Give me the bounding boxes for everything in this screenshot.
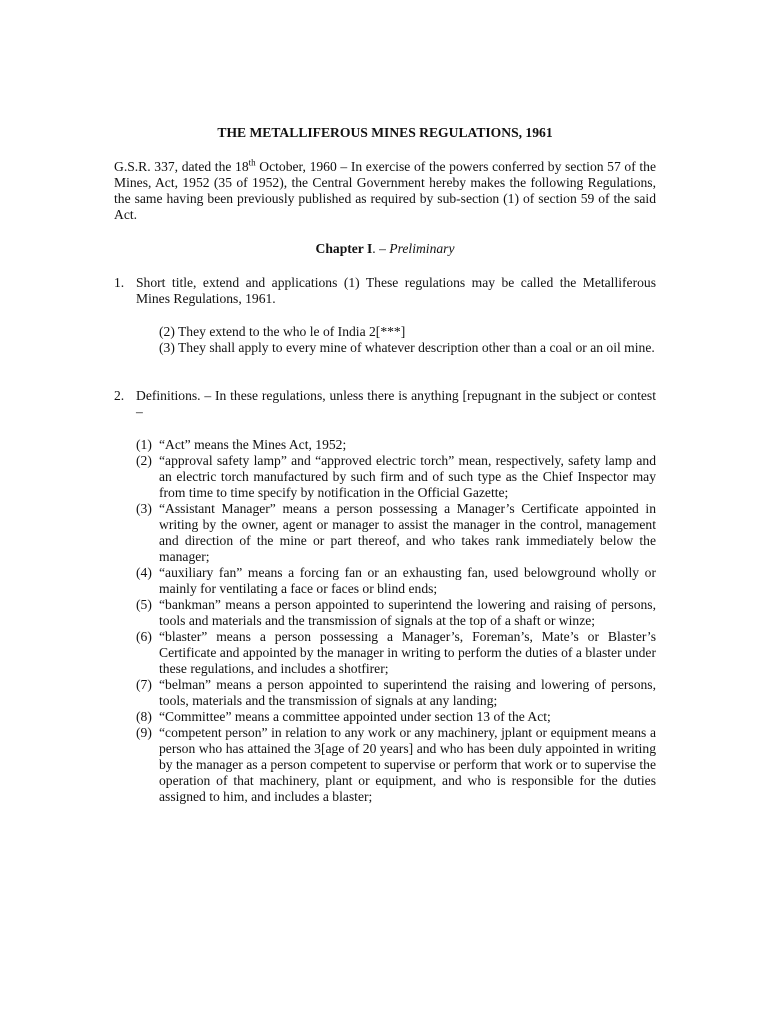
definition-number: (8) — [136, 709, 152, 724]
definition-item — [114, 597, 656, 629]
definition-text: “bankman” means a person appointed to superintend the lowering and raising of persons, tools and materials and the transmission of signals at the top of a shaft or winze; — [159, 597, 656, 628]
definitions-list — [114, 437, 656, 805]
definition-number: (1) — [136, 437, 152, 452]
definition-text: “Assistant Manager” means a person possessing a Manager’s Certificate appointed in writing by the owner, agent or manager to assist the manager in the control, management and direction of the mine or part thereof, and who takes rank immediately below the manager; — [159, 501, 656, 564]
intro-superscript: th — [248, 157, 256, 168]
section-1 — [114, 275, 656, 307]
section-number: 2. — [114, 388, 125, 403]
definition-number: (7) — [136, 677, 152, 692]
definition-number: (3) — [136, 501, 152, 516]
definition-number: (4) — [136, 565, 152, 580]
intro-paragraph — [114, 159, 656, 223]
chapter-separator: . – — [372, 241, 390, 256]
definition-item — [114, 437, 656, 453]
definition-number: (2) — [136, 453, 152, 468]
intro-text-start: G.S.R. 337, dated the 18 — [114, 159, 249, 174]
definition-item — [114, 565, 656, 597]
section-text: Short title, extend and applications (1) These regulations may be called the Metalliferous Mines Regulations, 1961. — [136, 275, 656, 306]
chapter-heading — [0, 241, 770, 257]
document-title: THE METALLIFEROUS MINES REGULATIONS, 1961 — [217, 125, 553, 140]
definition-text: “Act” means the Mines Act, 1952; — [159, 437, 347, 452]
definition-item — [114, 453, 656, 501]
section-2 — [114, 388, 656, 420]
definition-text: “competent person” in relation to any work or any machinery, jplant or equipment means a person who has attained the 3[age of 20 years] and who has been duly appointed in writing by the manager as a person competent to supervise or perform that work or to supervise the operation of that machinery, plant or equipment, and who is responsible for the duties assigned to him, and includes a blaster; — [159, 725, 656, 804]
definition-number: (6) — [136, 629, 152, 644]
section-number: 1. — [114, 275, 125, 290]
definition-item — [114, 677, 656, 709]
definition-text: “approval safety lamp” and “approved electric torch” mean, respectively, safety lamp and an electric torch manufactured by such firm and of such type as the Chief Inspector may from time to time specify by notification in the Official Gazette; — [159, 453, 656, 500]
definition-text: “blaster” means a person possessing a Manager’s, Foreman’s, Mate’s or Blaster’s Certificate and appointed by the manager in writing to perform the duties of a blaster under these regulations, and includes a shotfirer; — [159, 629, 656, 676]
definition-item — [114, 725, 656, 805]
definition-item — [114, 629, 656, 677]
chapter-label: Chapter I — [315, 241, 373, 256]
definition-item — [114, 709, 656, 725]
definition-number: (9) — [136, 725, 152, 740]
chapter-title: Preliminary — [389, 241, 455, 256]
intro-text-end: October, 1960 – In exercise of the powers conferred by section 57 of the Mines, Act, 1952 (35 of 1952), the Central Government hereby makes the following Regulations, the same having been previously published as required by sub-section (1) of section 59 of the said Act. — [114, 159, 656, 222]
subclause: (2) They extend to the who le of India 2[***] — [159, 324, 406, 339]
definition-text: “auxiliary fan” means a forcing fan or an exhausting fan, used belowground wholly or mainly for ventilating a face or faces or blind ends; — [159, 565, 656, 596]
definition-number: (5) — [136, 597, 152, 612]
subclause: (3) They shall apply to every mine of whatever description other than a coal or an oil mine. — [159, 340, 655, 355]
definition-text: “belman” means a person appointed to superintend the raising and lowering of persons, tools, materials and the transmission of signals at any landing; — [159, 677, 656, 708]
section-text: Definitions. – In these regulations, unless there is anything [repugnant in the subject or contest – — [136, 388, 656, 419]
definition-item — [114, 501, 656, 565]
definition-text: “Committee” means a committee appointed under section 13 of the Act; — [159, 709, 551, 724]
